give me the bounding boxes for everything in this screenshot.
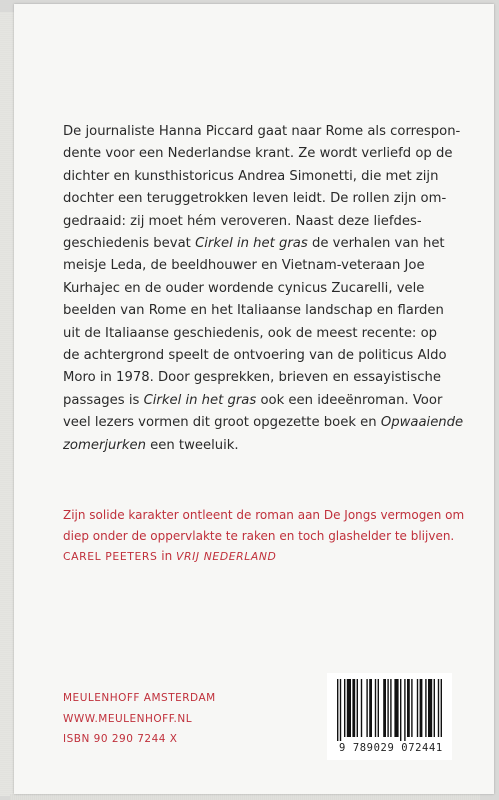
book-title-italic: zomerjurken: [63, 437, 146, 453]
barcode-bars-icon: [327, 673, 452, 743]
blurb-line: De journaliste Hanna Piccard gaat naar Rome als correspon-: [63, 124, 461, 139]
blurb-line: gedraaid: zij moet hém veroveren. Naast deze liefdes-: [63, 213, 422, 229]
publisher-website: WWW.MEULENHOFF.NL: [63, 712, 193, 725]
quote-attribution: [63, 546, 463, 568]
blurb-text-run: passages is: [63, 392, 140, 408]
blurb-text: [63, 121, 463, 457]
quote-line: Zijn solide karakter ontleent de roman aan De Jongs vermogen om: [63, 508, 465, 522]
blurb-line: meisje Leda, de beeldhouwer en Vietnam-veteraan Joe: [63, 258, 425, 274]
blurb-line: uit de Italiaanse geschiedenis, ook de meest recente: op: [63, 325, 438, 341]
publisher-info: [63, 688, 216, 750]
blurb-line: [63, 412, 463, 434]
blurb-text-run: veel lezers vormen dit groot opgezette boek en: [63, 415, 377, 431]
blurb-text-run: de verhalen van het: [311, 236, 445, 252]
blurb-line: dente voor een Nederlandse krant. Ze wordt verliefd op de: [63, 146, 453, 162]
barcode: [327, 673, 452, 760]
quote-line: diep onder de oppervlakte te raken en toch glashelder te blijven.: [63, 528, 455, 543]
blurb-line: [63, 233, 463, 255]
blurb-text-run: geschiedenis bevat: [63, 236, 191, 252]
blurb-line: dichter en kunsthistoricus Andrea Simonetti, die met zijn: [63, 168, 439, 184]
blurb-line: Kurhajec en de ouder wordende cynicus Zucarelli, vele: [63, 280, 425, 296]
blurb-line: [63, 435, 463, 457]
blurb-text-run: ook een ideeënroman. Voor: [260, 392, 443, 408]
book-title-italic: Cirkel in het gras: [143, 392, 257, 408]
critic-name: CAREL PEETERS: [63, 550, 158, 563]
magazine-name: VRIJ NEDERLAND: [176, 550, 277, 563]
review-quote: [63, 505, 463, 568]
book-title-italic: Cirkel in het gras: [195, 236, 308, 252]
isbn-text: ISBN 90 290 7244 X: [63, 733, 178, 745]
publisher-name: MEULENHOFF AMSTERDAM: [63, 692, 216, 704]
barcode-digits: 9 789029 072441: [339, 742, 443, 754]
attribution-in: in: [161, 549, 173, 563]
book-title-italic: Opwaaiende: [380, 415, 464, 431]
blurb-line: [63, 390, 463, 412]
blurb-text-run: een tweeluik.: [150, 437, 239, 453]
blurb-line: Moro in 1978. Door gesprekken, brieven en essayistische: [63, 370, 441, 386]
book-page-edges-bottom: [10, 794, 480, 800]
blurb-line: de achtergrond speelt de ontvoering van de politicus Aldo: [63, 348, 447, 364]
blurb-line: beelden van Rome en het Italiaanse landschap en flarden: [63, 303, 444, 319]
blurb-line: dochter een teruggetrokken leven leidt. De rollen zijn om-: [63, 191, 447, 207]
